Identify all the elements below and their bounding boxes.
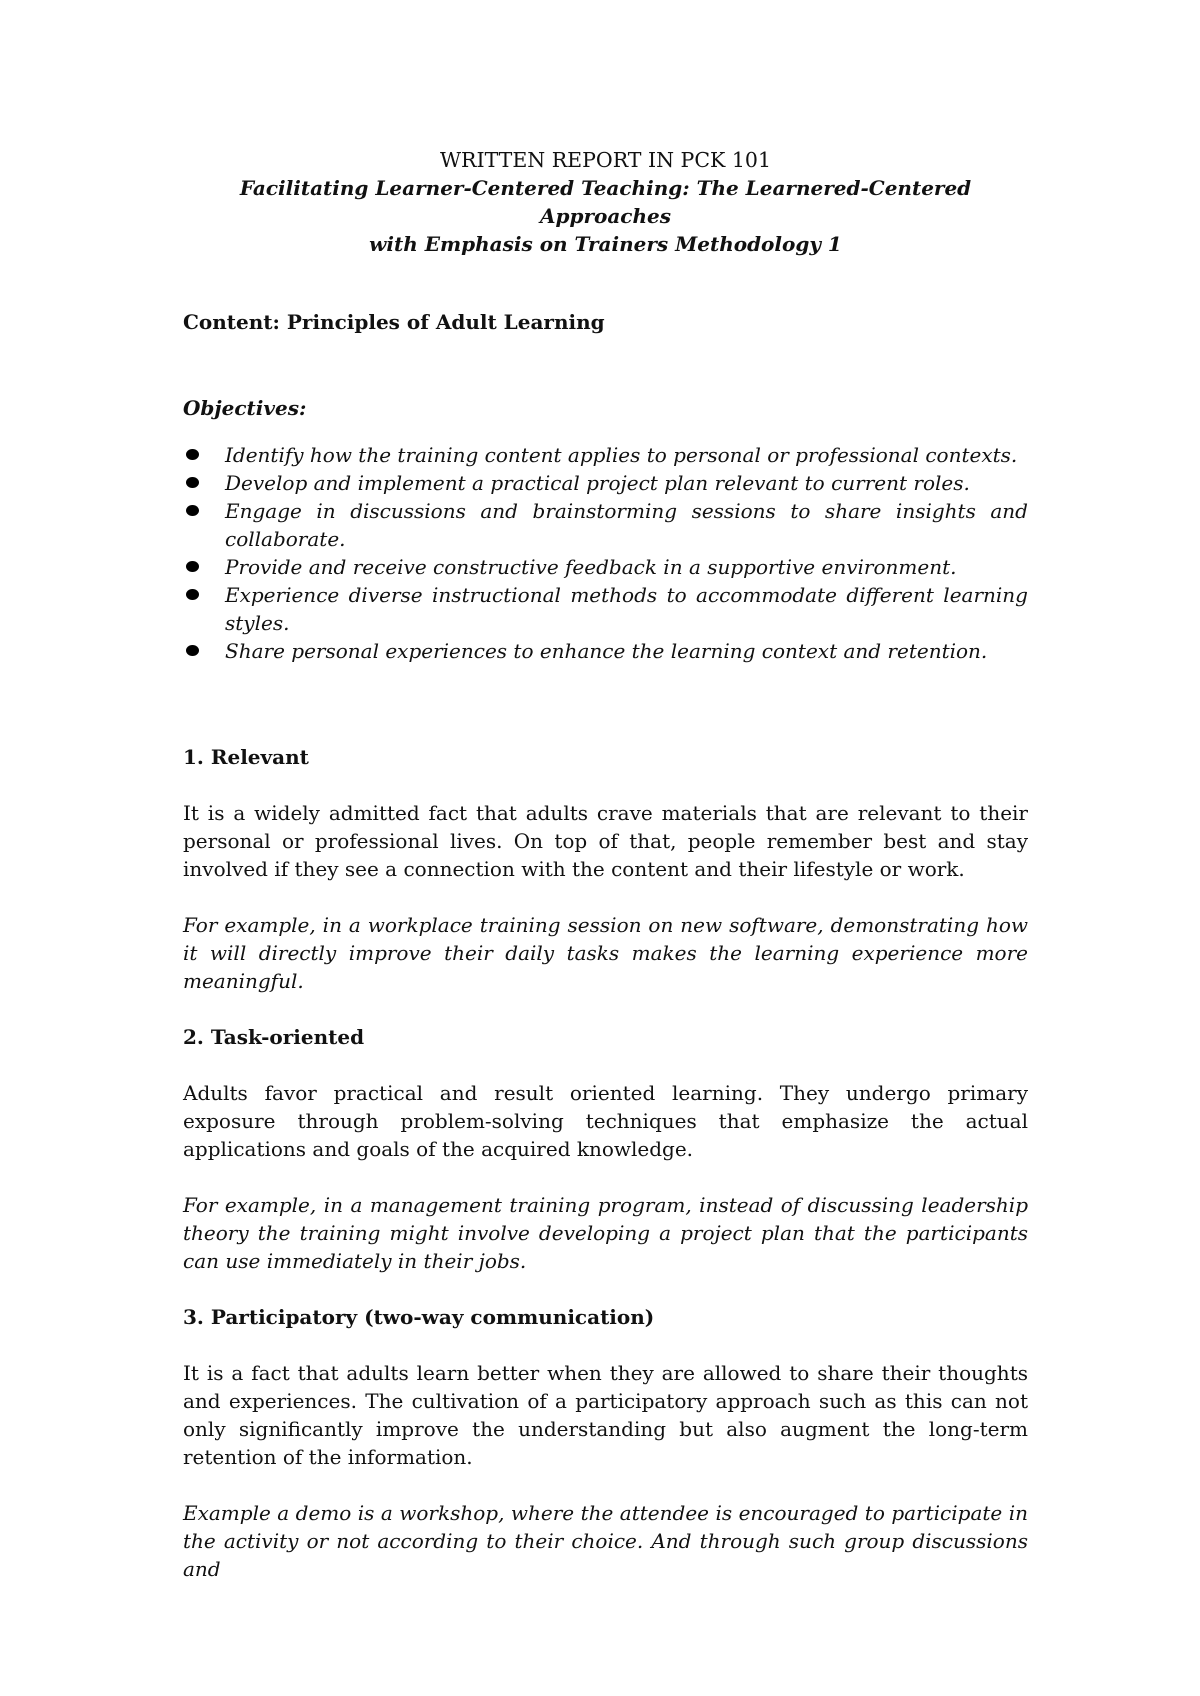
report-subtitle-line-1: Facilitating Learner-Centered Teaching: The Learnered-Centered Approaches	[239, 176, 972, 228]
objective-text: Provide and receive constructive feedback in a supportive environment.	[225, 555, 957, 579]
section-body-participatory: It is a fact that adults learn better when they are allowed to share their thoughts and experiences. The cultivation of a participatory approach such as this can not only significantly improve the understanding but also augment the long-term retention of the information.	[183, 1361, 1028, 1469]
objective-text: Engage in discussions and brainstorming sessions to share insights and collaborate.	[225, 499, 1028, 551]
content-heading: Content: Principles of Adult Learning	[183, 310, 605, 334]
objective-item	[183, 637, 1028, 665]
bullet-icon	[186, 477, 199, 488]
section-heading-participatory: 3. Participatory (two-way communication)	[183, 1305, 655, 1329]
section-example-participatory: Example a demo is a workshop, where the attendee is encouraged to participate in the activity or not according to their choice. And through such group discussions and	[183, 1501, 1028, 1581]
report-title: WRITTEN REPORT IN PCK 101	[439, 148, 771, 172]
objective-text: Experience diverse instructional methods to accommodate different learning styles.	[225, 583, 1028, 635]
objective-item	[183, 553, 1028, 581]
section-body-relevant: It is a widely admitted fact that adults crave materials that are relevant to their personal or professional lives. On top of that, people remember best and stay involved if they see a connection with the content and their lifestyle or work.	[183, 801, 1028, 881]
objective-text: Identify how the training content applies to personal or professional contexts.	[225, 443, 1018, 467]
section-heading-task-oriented: 2. Task-oriented	[183, 1025, 365, 1049]
report-subtitle-line-2: with Emphasis on Trainers Methodology 1	[369, 232, 842, 256]
document-body	[183, 146, 1028, 1583]
bullet-icon	[186, 505, 199, 516]
section-example-relevant: For example, in a workplace training session on new software, demonstrating how it will directly improve their daily tasks makes the learning experience more meaningful.	[183, 913, 1028, 993]
objective-item	[183, 581, 1028, 637]
objective-text: Develop and implement a practical project plan relevant to current roles.	[225, 471, 970, 495]
bullet-icon	[186, 561, 199, 572]
report-header	[183, 146, 1028, 258]
bullet-icon	[186, 589, 199, 600]
section-example-task-oriented: For example, in a management training program, instead of discussing leadership theory the training might involve developing a project plan that the participants can use immediately in their jobs.	[183, 1193, 1028, 1273]
objective-item	[183, 497, 1028, 553]
objectives-list	[183, 441, 1028, 665]
objective-text: Share personal experiences to enhance the learning context and retention.	[225, 639, 988, 663]
section-body-task-oriented: Adults favor practical and result oriented learning. They undergo primary exposure through problem-solving techniques that emphasize the actual applications and goals of the acquired knowledge.	[183, 1081, 1028, 1161]
objective-item	[183, 441, 1028, 469]
section-heading-relevant: 1. Relevant	[183, 745, 309, 769]
bullet-icon	[186, 449, 199, 460]
objective-item	[183, 469, 1028, 497]
bullet-icon	[186, 645, 199, 656]
objectives-heading: Objectives:	[183, 396, 307, 420]
